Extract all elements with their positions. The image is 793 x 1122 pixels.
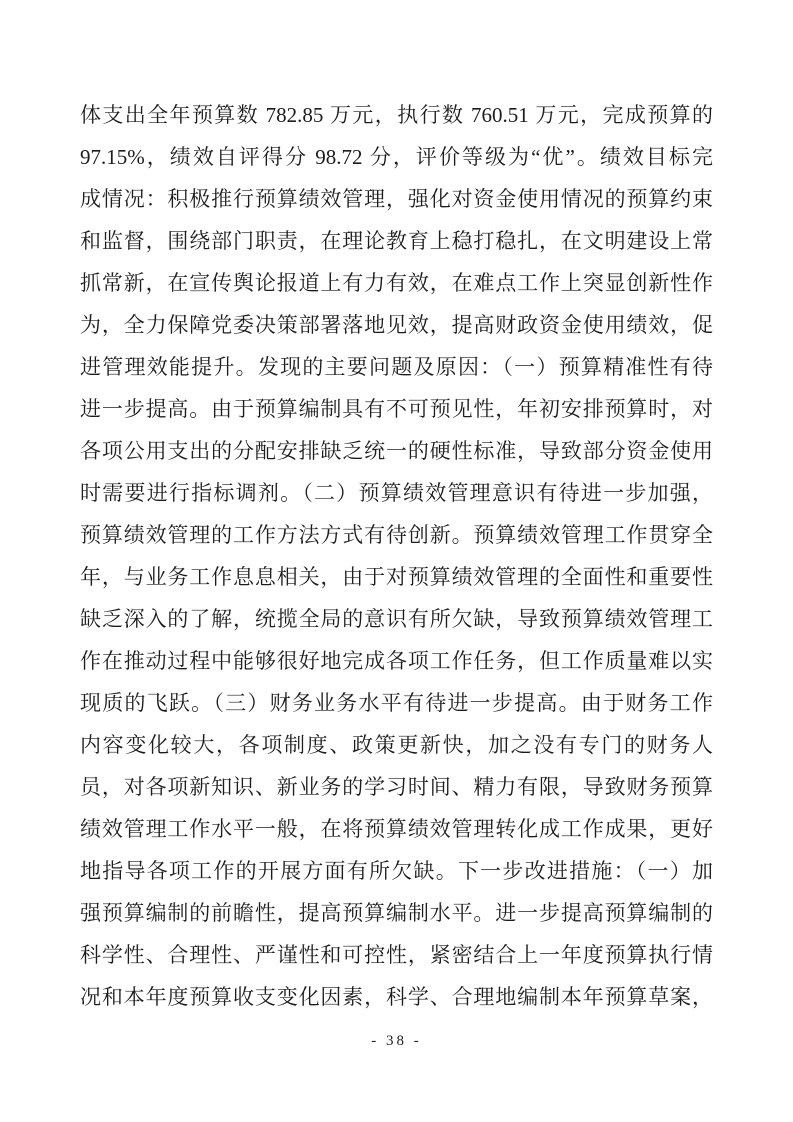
text-line: 缺乏深入的了解，统揽全局的意识有所欠缺，导致预算绩效管理工 <box>80 607 713 631</box>
text-line: 年，与业务工作息息相关，由于对预算绩效管理的全面性和重要性 <box>80 565 713 589</box>
text-line: 作在推动过程中能够很好地完成各项工作任务，但工作质量难以实 <box>80 649 713 673</box>
paragraph-block <box>80 94 713 1018</box>
text-line: 各项公用支出的分配安排缺乏统一的硬性标准，导致部分资金使用 <box>80 439 713 463</box>
text-line: 科学性、合理性、严谨性和可控性，紧密结合上一年度预算执行情 <box>80 943 713 967</box>
text-line: 现质的飞跃。（三）财务业务水平有待进一步提高。由于财务工作 <box>80 691 713 715</box>
text-line: 抓常新，在宣传舆论报道上有力有效，在难点工作上突显创新性作 <box>80 271 713 295</box>
text-line: 进一步提高。由于预算编制具有不可预见性，年初安排预算时，对 <box>80 397 713 421</box>
text-line: 进管理效能提升。发现的主要问题及原因：（一）预算精准性有待 <box>80 355 713 379</box>
text-line: 内容变化较大，各项制度、政策更新快，加之没有专门的财务人 <box>80 733 713 757</box>
text-line: 体支出全年预算数 782.85 万元，执行数 760.51 万元，完成预算的 <box>80 103 713 127</box>
text-line: 时需要进行指标调剂。（二）预算绩效管理意识有待进一步加强， <box>80 481 713 505</box>
text-line: 况和本年度预算收支变化因素，科学、合理地编制本年预算草案， <box>80 985 713 1009</box>
text-line: 成情况：积极推行预算绩效管理，强化对资金使用情况的预算约束 <box>80 187 713 211</box>
text-line: 为，全力保障党委决策部署落地见效，提高财政资金使用绩效，促 <box>80 313 713 337</box>
text-line: 和监督，围绕部门职责，在理论教育上稳打稳扎，在文明建设上常 <box>80 229 713 253</box>
page-footer <box>0 1032 793 1050</box>
text-line: 强预算编制的前瞻性，提高预算编制水平。进一步提高预算编制的 <box>80 901 713 925</box>
text-line: 97.15%，绩效自评得分 98.72 分，评价等级为“优”。绩效目标完 <box>80 145 713 169</box>
text-line: 员，对各项新知识、新业务的学习时间、精力有限，导致财务预算 <box>80 775 713 799</box>
text-line: 预算绩效管理的工作方法方式有待创新。预算绩效管理工作贯穿全 <box>80 523 713 547</box>
text-line: 绩效管理工作水平一般，在将预算绩效管理转化成工作成果，更好 <box>80 817 713 841</box>
page-number: - 38 - <box>371 1033 422 1049</box>
text-line: 地指导各项工作的开展方面有所欠缺。下一步改进措施：（一）加 <box>80 859 713 883</box>
